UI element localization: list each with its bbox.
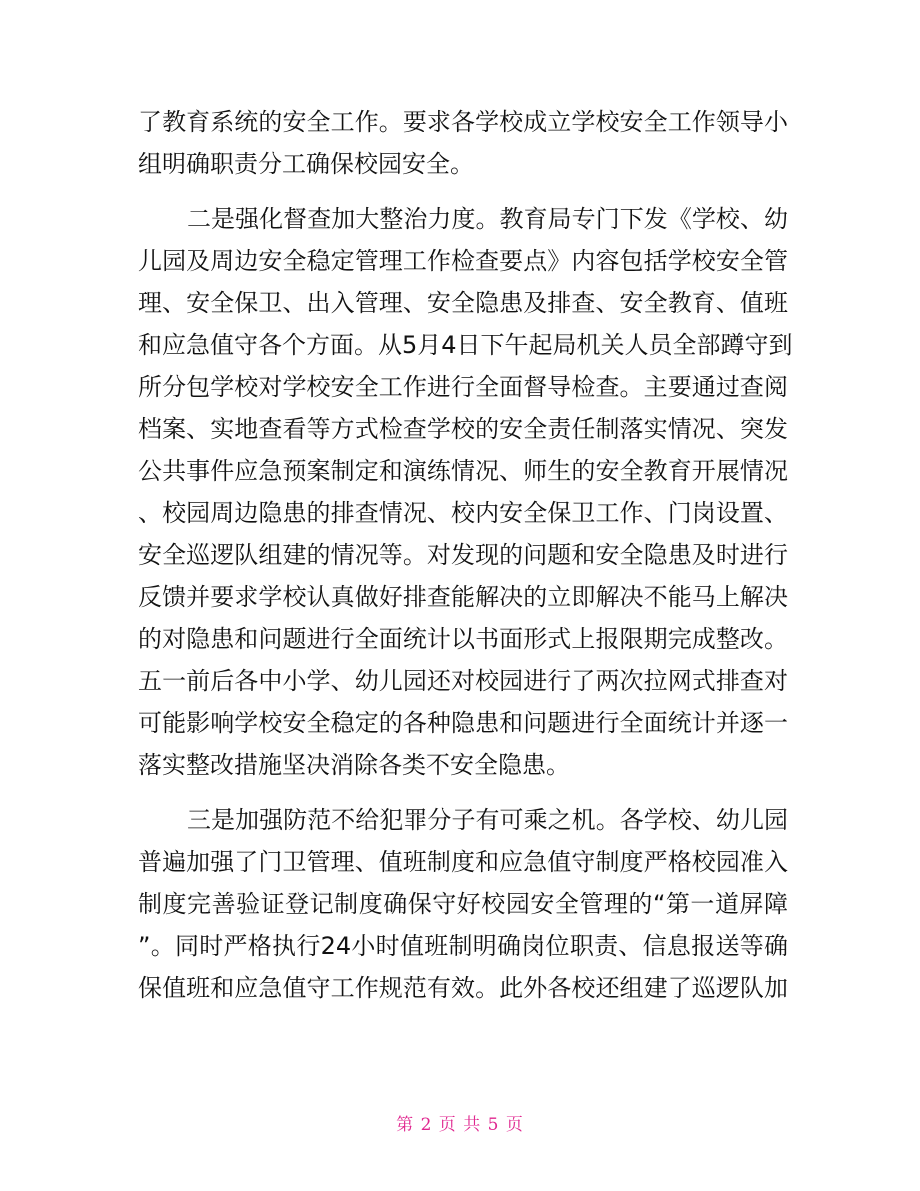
paragraph-start-line: 三是加强防范不给犯罪分子有可乘之机。各学校、幼儿园 (187, 806, 788, 834)
text-line: 五一前后各中小学、幼儿园还对校园进行了两次拉网式排查对 (138, 667, 788, 695)
text-line: 反馈并要求学校认真做好排查能解决的立即解决不能马上解决 (138, 583, 788, 611)
text-line: 公共事件应急预案制定和演练情况、师生的安全教育开展情况 (138, 457, 788, 485)
text-line: 保值班和应急值守工作规范有效。此外各校还组建了巡逻队加 (138, 974, 788, 1002)
text-line: 安全巡逻队组建的情况等。对发现的问题和安全隐患及时进行 (138, 541, 788, 569)
text-line: 的对隐患和问题进行全面统计以书面形式上报限期完成整改。 (138, 625, 788, 653)
text-line: 落实整改措施坚决消除各类不安全隐患。 (138, 751, 570, 779)
text-line: 普遍加强了门卫管理、值班制度和应急值守制度严格校园准入 (138, 848, 788, 876)
text-line: 所分包学校对学校安全工作进行全面督导检查。主要通过查阅 (138, 373, 788, 401)
text-line: 儿园及周边安全稳定管理工作检查要点》内容包括学校安全管 (138, 247, 788, 275)
paragraph-start-line: 二是强化督查加大整治力度。教育局专门下发《学校、幼 (187, 205, 788, 233)
text-line: ”。同时严格执行24小时值班制明确岗位职责、信息报送等确 (138, 932, 788, 960)
text-line: 制度完善验证登记制度确保守好校园安全管理的“第一道屏障 (138, 890, 788, 918)
text-line: 、校园周边隐患的排查情况、校内安全保卫工作、门岗设置、 (138, 499, 788, 527)
page-number-footer: 第 2 页 共 5 页 (396, 1115, 524, 1135)
text-line: 和应急值守各个方面。从5月4日下午起局机关人员全部蹲守到 (138, 331, 793, 359)
text-line: 档案、实地查看等方式检查学校的安全责任制落实情况、突发 (138, 415, 788, 443)
text-line: 可能影响学校安全稳定的各种隐患和问题进行全面统计并逐一 (138, 709, 788, 737)
text-line: 了教育系统的安全工作。要求各学校成立学校安全工作领导小 (138, 108, 788, 136)
text-line: 组明确职责分工确保校园安全。 (138, 150, 474, 178)
text-line: 理、安全保卫、出入管理、安全隐患及排查、安全教育、值班 (138, 289, 788, 317)
